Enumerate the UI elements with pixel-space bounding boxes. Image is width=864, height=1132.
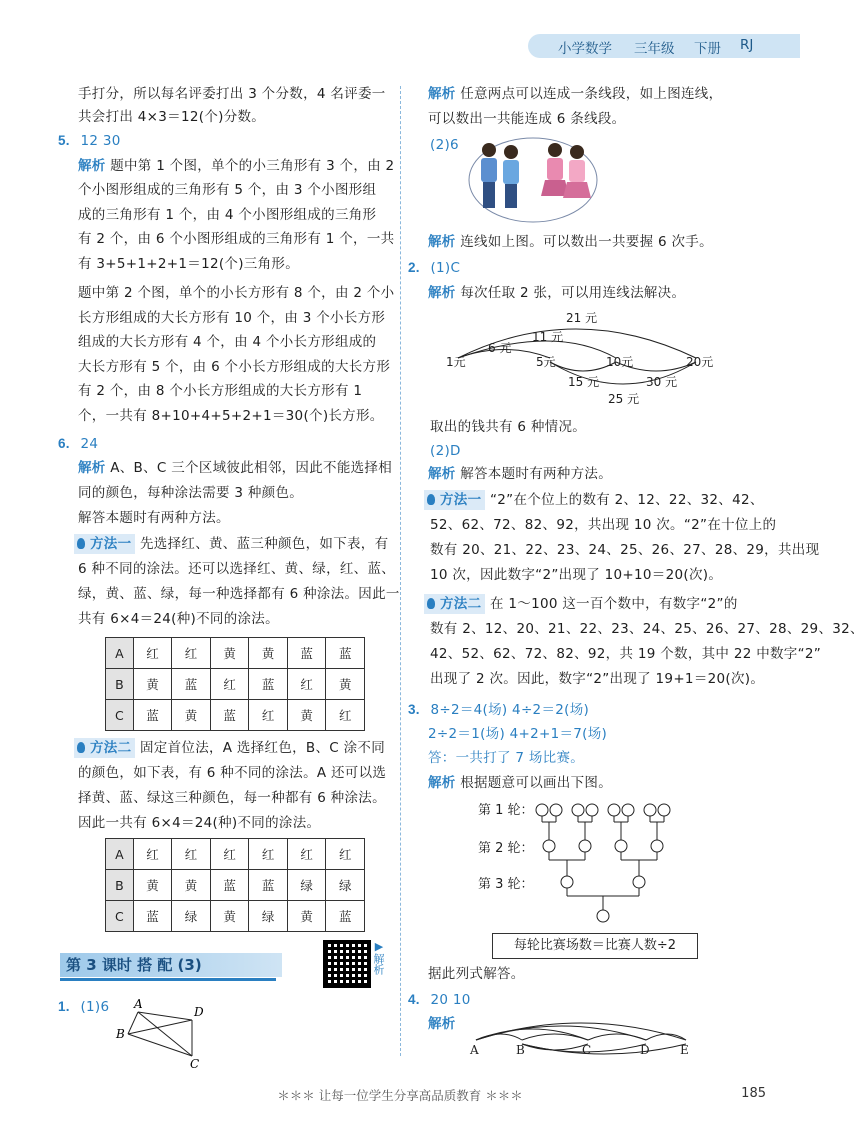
equation-line: 8÷2＝4(场) 4÷2＝2(场) xyxy=(430,702,590,718)
method-one-label: 方法一 xyxy=(74,534,135,554)
analysis-label: 解析 xyxy=(428,86,456,102)
method-one-label: 方法一 xyxy=(424,490,485,510)
table-cell: 蓝 xyxy=(249,870,288,901)
table-cell: 黄 xyxy=(133,669,172,700)
formula-box: 每轮比赛场数＝比赛人数÷2 xyxy=(492,933,698,959)
player-circle xyxy=(561,876,573,888)
footer-slogan: ＊＊＊ 让每一位学生分享高品质教育 ＊＊＊ xyxy=(277,1088,523,1103)
money-connection-diagram xyxy=(440,306,730,410)
text-line: 连线如上图。可以数出一共要握 6 次手。 xyxy=(455,234,713,250)
table-cell: 蓝 xyxy=(210,700,249,731)
text-line: 42、52、62、72、82、92，共 19 个数，其中 22 中数字“2” xyxy=(430,646,822,662)
point-label: A xyxy=(134,997,143,1011)
row-header-cell: A xyxy=(106,839,134,870)
answer: 24 xyxy=(80,436,99,452)
text-line: 长方形组成的大长方形有 10 个，由 3 个小长方形 xyxy=(78,310,386,326)
color-table-1 xyxy=(105,637,365,731)
table-cell: 绿 xyxy=(326,870,365,901)
player-circle xyxy=(586,804,598,816)
text-line: 成的三角形有 1 个，由 4 个小图形组成的三角形 xyxy=(78,207,377,223)
node-label: 10元 xyxy=(606,355,634,369)
qr-label: 解析 xyxy=(372,953,385,975)
edge-label: 21 元 xyxy=(566,311,598,325)
table-row xyxy=(106,901,365,932)
node-label: 5元 xyxy=(536,355,556,369)
table-cell: 红 xyxy=(172,638,211,669)
player-circle xyxy=(572,804,584,816)
table-cell: 黄 xyxy=(210,901,249,932)
table-row xyxy=(106,700,365,731)
header-edition: RJ xyxy=(740,37,754,53)
table-cell: 蓝 xyxy=(133,901,172,932)
page-number: 185 xyxy=(741,1086,766,1101)
header-bar xyxy=(528,34,800,58)
player-circle xyxy=(615,840,627,852)
edge-label: 30 元 xyxy=(646,375,678,389)
table-cell: 绿 xyxy=(287,870,326,901)
table-cell: 蓝 xyxy=(249,669,288,700)
table-cell: 蓝 xyxy=(133,700,172,731)
table-cell: 黄 xyxy=(172,700,211,731)
question-number: 4. xyxy=(408,992,420,1007)
text-line: 有 2 个，由 6 个小图形组成的三角形有 1 个，一共 xyxy=(78,231,395,247)
text-line: 择黄、蓝、绿这三种颜色，每一种都有 6 种涂法。 xyxy=(78,790,386,806)
answer: (1)C xyxy=(430,260,461,276)
text-line: 绿，黄、蓝、绿，每一种选择都有 6 种涂法。因此一 xyxy=(78,586,400,602)
text-line: A、B、C 三个区域彼此相邻，因此不能选择相 xyxy=(105,460,393,476)
row-header-cell: B xyxy=(106,669,134,700)
text-line: 据此列式解答。 xyxy=(428,966,525,982)
player-circle xyxy=(658,804,670,816)
round-label: 第 2 轮： xyxy=(478,841,534,856)
header-grade: 三年级 xyxy=(634,41,675,57)
table-cell: 蓝 xyxy=(210,870,249,901)
table-cell: 黄 xyxy=(172,870,211,901)
table-cell: 蓝 xyxy=(326,901,365,932)
table-cell: 红 xyxy=(172,839,211,870)
table-cell: 红 xyxy=(326,839,365,870)
analysis-label: 解析 xyxy=(428,466,456,482)
row-header-cell: A xyxy=(106,638,134,669)
point-label: D xyxy=(640,1043,650,1057)
lesson-title: 第 3 课时 搭 配 (3) xyxy=(60,953,282,977)
text-line: 52、62、72、82、92，共出现 10 次。“2”在十位上的 xyxy=(430,517,777,533)
analysis-label: 解析 xyxy=(428,775,456,791)
table-row xyxy=(106,839,365,870)
question-number: 3. xyxy=(408,702,420,717)
equation-line: 2÷2＝1(场) 4+2+1＝7(场) xyxy=(428,726,608,742)
analysis-label: 解析 xyxy=(428,285,456,301)
table-cell: 绿 xyxy=(249,901,288,932)
edge-label: 25 元 xyxy=(608,392,640,406)
column-divider xyxy=(400,86,401,1056)
player-circle xyxy=(550,804,562,816)
player-circle xyxy=(608,804,620,816)
edge-label: 15 元 xyxy=(568,375,600,389)
table-cell: 黄 xyxy=(210,638,249,669)
table-cell: 蓝 xyxy=(287,638,326,669)
text-line: 题中第 1 个图，单个的小三角形有 3 个，由 2 xyxy=(105,158,395,174)
edge-label: 6 元 xyxy=(488,341,512,355)
row-header-cell: C xyxy=(106,901,134,932)
table-cell: 红 xyxy=(210,839,249,870)
text-line: 有 2 个，由 8 个小长方形组成的大长方形有 1 xyxy=(78,383,363,399)
table-cell: 黄 xyxy=(287,901,326,932)
text-line: 因此一共有 6×4＝24(种)不同的涂法。 xyxy=(78,815,321,831)
answer: (2)D xyxy=(430,443,461,459)
text-line: 解答本题时有两种方法。 xyxy=(455,466,613,482)
player-circle xyxy=(543,840,555,852)
text-line: 根据题意可以画出下图。 xyxy=(455,775,613,791)
edge-label: 11 元 xyxy=(532,330,564,344)
text-line: 6 种不同的涂法。还可以选择红、黄、绿，红、蓝、 xyxy=(78,561,396,577)
table-cell: 红 xyxy=(249,839,288,870)
text-line: 解答本题时有两种方法。 xyxy=(78,510,230,526)
color-table-2 xyxy=(105,838,365,932)
answer-line: 答：一共打了 7 场比赛。 xyxy=(428,750,585,766)
text-line: 大长方形有 5 个，由 6 个小长方形组成的大长方形 xyxy=(78,359,391,375)
text-line: 同的颜色，每种涂法需要 3 种颜色。 xyxy=(78,485,304,501)
table-cell: 黄 xyxy=(287,700,326,731)
text-line: 的颜色，如下表，有 6 种不同的涂法。A 还可以选 xyxy=(78,765,387,781)
node-label: 20元 xyxy=(686,355,714,369)
table-cell: 蓝 xyxy=(172,669,211,700)
round-label: 第 3 轮： xyxy=(478,877,534,892)
text-line: 10 次，因此数字“2”出现了 10+10＝20(次)。 xyxy=(430,567,723,583)
question-number: 6. xyxy=(58,436,70,451)
table-cell: 红 xyxy=(133,638,172,669)
table-cell: 红 xyxy=(249,700,288,731)
analysis-label: 解析 xyxy=(428,234,456,250)
point-label: A xyxy=(470,1043,479,1057)
text-line: 在 1～100 这一百个数中，有数字“2”的 xyxy=(485,596,738,612)
row-header-cell: C xyxy=(106,700,134,731)
point-label: C xyxy=(582,1043,592,1057)
text-line: 可以数出一共能连成 6 条线段。 xyxy=(428,111,626,127)
text-line: 手打分，所以每名评委打出 3 个分数，4 名评委一 xyxy=(78,86,386,102)
text-line: 个小图形组成的三角形有 5 个，由 3 个小图形组 xyxy=(78,182,377,198)
point-label: B xyxy=(516,1043,525,1057)
header-subject: 小学数学 xyxy=(558,41,612,57)
question-number: 1. xyxy=(58,999,70,1014)
text-line: 题中第 2 个图，单个的小长方形有 8 个，由 2 个小 xyxy=(78,285,395,301)
analysis-label: 解析 xyxy=(428,1016,456,1032)
node-label: 1元 xyxy=(446,355,466,369)
analysis-label: 解析 xyxy=(78,460,106,476)
text-line: 数有 2、12、20、21、22、23、24、25、26、27、28、29、32、 xyxy=(430,621,864,637)
text-line: 每次任取 2 张，可以用连线法解决。 xyxy=(455,285,686,301)
table-cell: 蓝 xyxy=(326,638,365,669)
table-cell: 黄 xyxy=(326,669,365,700)
table-cell: 黄 xyxy=(133,870,172,901)
segment-diagram xyxy=(110,996,220,1072)
point-label: C xyxy=(190,1057,200,1071)
table-cell: 红 xyxy=(287,839,326,870)
table-row xyxy=(106,669,365,700)
point-connection-diagram xyxy=(462,1014,702,1060)
table-cell: 红 xyxy=(133,839,172,870)
player-circle xyxy=(536,804,548,816)
answer: (1)6 xyxy=(80,999,110,1015)
table-cell: 红 xyxy=(326,700,365,731)
table-cell: 红 xyxy=(287,669,326,700)
text-line: 共有 6×4＝24(种)不同的涂法。 xyxy=(78,611,279,627)
tournament-diagram xyxy=(470,796,730,924)
text-line: 有 3+5+1+2+1＝12(个)三角形。 xyxy=(78,256,299,272)
text-line: 固定首位法，A 选择红色，B、C 涂不同 xyxy=(135,740,386,756)
text-line: 出现了 2 次。因此，数字“2”出现了 19+1＝20(次)。 xyxy=(430,671,765,687)
round-label: 第 1 轮： xyxy=(478,803,534,818)
player-circle xyxy=(579,840,591,852)
handshake-illustration xyxy=(465,132,605,228)
player-circle xyxy=(633,876,645,888)
text-line: 取出的钱共有 6 种情况。 xyxy=(430,419,587,435)
method-two-label: 方法二 xyxy=(424,594,485,614)
point-label: B xyxy=(116,1027,125,1041)
header-volume: 下册 xyxy=(694,41,721,57)
method-two-label: 方法二 xyxy=(74,738,135,758)
answer: 20 10 xyxy=(430,992,471,1008)
play-icon[interactable]: ▶ xyxy=(374,940,384,953)
point-label: E xyxy=(680,1043,689,1057)
text-line: “2”在个位上的数有 2、12、22、32、42、 xyxy=(485,492,764,508)
text-line: 先选择红、黄、蓝三种颜色，如下表，有 xyxy=(135,536,389,552)
player-circle xyxy=(651,840,663,852)
question-number: 2. xyxy=(408,260,420,275)
qr-code[interactable] xyxy=(323,940,371,988)
table-row xyxy=(106,870,365,901)
table-row xyxy=(106,638,365,669)
point-label: D xyxy=(194,1005,204,1019)
text-line: 个，一共有 8+10+4+5+2+1＝30(个)长方形。 xyxy=(78,408,384,424)
table-cell: 绿 xyxy=(172,901,211,932)
player-circle xyxy=(597,910,609,922)
player-circle xyxy=(644,804,656,816)
text-line: 组成的大长方形有 4 个，由 4 个小长方形组成的 xyxy=(78,334,377,350)
table-cell: 黄 xyxy=(249,638,288,669)
text-line: 共会打出 4×3＝12(个)分数。 xyxy=(78,109,266,125)
table-cell: 红 xyxy=(210,669,249,700)
text-line: 数有 20、21、22、23、24、25、26、27、28、29，共出现 xyxy=(430,542,820,558)
answer: 12 30 xyxy=(80,133,121,149)
analysis-label: 解析 xyxy=(78,158,106,174)
answer: (2)6 xyxy=(430,137,459,153)
text-line: 任意两点可以连成一条线段，如上图连线， xyxy=(455,86,723,102)
row-header-cell: B xyxy=(106,870,134,901)
player-circle xyxy=(622,804,634,816)
question-number: 5. xyxy=(58,133,70,148)
